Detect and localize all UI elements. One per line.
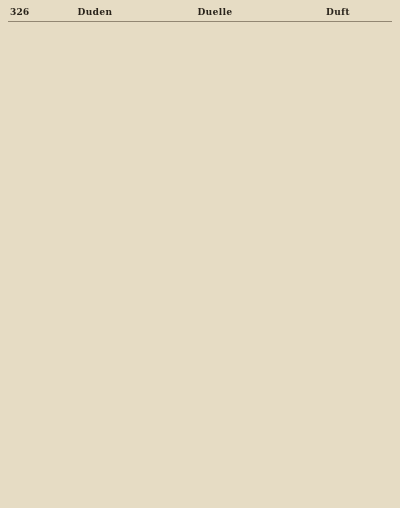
column-2 [139, 24, 260, 500]
column-3 [271, 24, 392, 500]
running-headword-3: Duft [326, 8, 350, 18]
page-number: 326 [10, 8, 30, 18]
running-headword-2: Duelle [197, 8, 233, 18]
running-headword-1: Duden [77, 8, 113, 18]
text-columns [8, 24, 392, 500]
page-header [0, 6, 400, 20]
header-rule [8, 21, 392, 22]
column-1 [8, 24, 129, 500]
